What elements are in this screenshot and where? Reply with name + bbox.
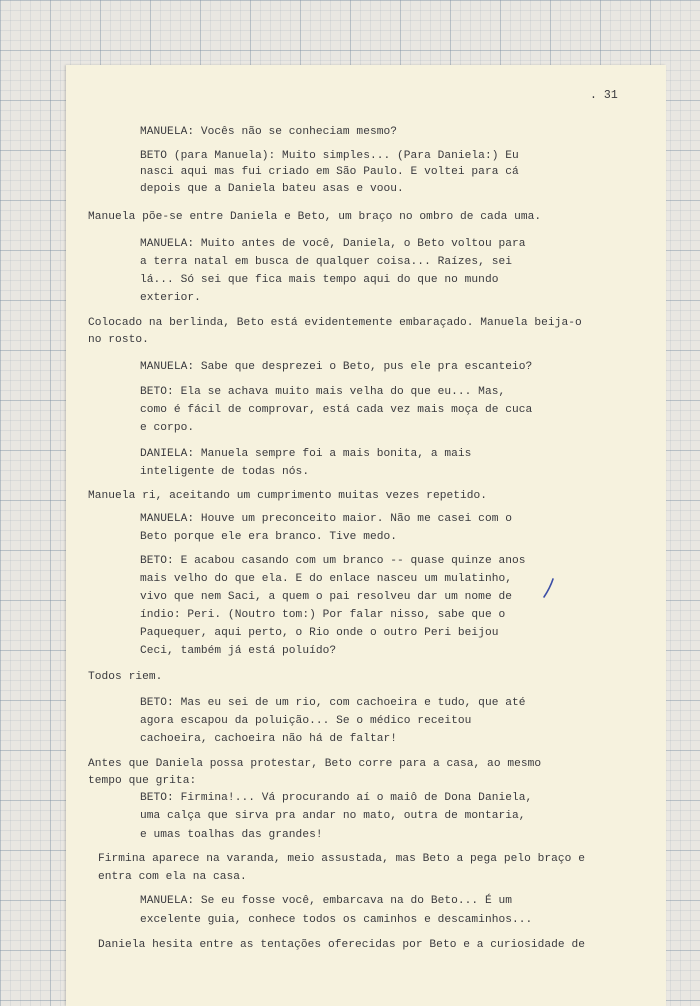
text-line: excelente guia, conhece todos os caminhos e descaminhos... <box>140 914 533 926</box>
text-line: MANUELA: Houve um preconceito maior. Não me casei com o <box>140 513 512 525</box>
text-line: a terra natal em busca de qualquer coisa... Raízes, sei <box>140 256 512 268</box>
stage-direction-line: no rosto. <box>88 334 149 346</box>
text-line: lá... Só sei que fica mais tempo aqui do que no mundo <box>140 274 499 286</box>
stage-direction-line: Daniela hesita entre as tentações oferecidas por Beto e a curiosidade de <box>98 939 585 951</box>
stage-direction-line: entra com ela na casa. <box>98 871 247 883</box>
text-line: Beto porque ele era branco. Tive medo. <box>140 531 398 543</box>
text-line: e corpo. <box>140 422 195 434</box>
text-line: MANUELA: Se eu fosse você, embarcava na do Beto... É um <box>140 895 512 907</box>
text-line: BETO (para Manuela): Muito simples... (Para Daniela:) Eu <box>140 150 519 162</box>
text-line: MANUELA: Muito antes de você, Daniela, o Beto voltou para <box>140 238 526 250</box>
text-line: como é fácil de comprovar, está cada vez mais moça de cuca <box>140 404 533 416</box>
text-line: mais velho do que ela. E do enlace nasceu um mulatinho, <box>140 573 512 585</box>
stage-direction-line: Manuela ri, aceitando um cumprimento muitas vezes repetido. <box>88 490 488 502</box>
text-line: inteligente de todas nós. <box>140 466 310 478</box>
text-line: BETO: Firmina!... Vá procurando aí o maiô de Dona Daniela, <box>140 792 533 804</box>
page-number: . 31 <box>590 89 618 102</box>
text-line: Paquequer, aqui perto, o Rio onde o outro Peri beijou <box>140 627 499 639</box>
text-line: BETO: Ela se achava muito mais velha do que eu... Mas, <box>140 386 506 398</box>
text-line: BETO: Mas eu sei de um rio, com cachoeira e tudo, que até <box>140 697 526 709</box>
text-line: MANUELA: Sabe que desprezei o Beto, pus ele pra escanteio? <box>140 361 533 373</box>
stage-direction-line: Colocado na berlinda, Beto está evidentemente embaraçado. Manuela beija-o <box>88 317 582 329</box>
stage-direction-line: Todos riem. <box>88 671 163 683</box>
text-line: agora escapou da poluição... Se o médico receitou <box>140 715 472 727</box>
stage-direction-line: tempo que grita: <box>88 775 197 787</box>
text-line: cachoeira, cachoeira não há de faltar! <box>140 733 398 745</box>
text-line: MANUELA: Vocês não se conheciam mesmo? <box>140 126 398 138</box>
text-line: nasci aqui mas fui criado em São Paulo. E voltei para cá <box>140 166 519 178</box>
text-line: vivo que nem Saci, a quem o pai resolveu dar um nome de <box>140 591 512 603</box>
stage-direction-line: Antes que Daniela possa protestar, Beto corre para a casa, ao mesmo <box>88 758 542 770</box>
stage-direction-line: Manuela põe-se entre Daniela e Beto, um braço no ombro de cada uma. <box>88 211 542 223</box>
text-line: índio: Peri. (Noutro tom:) Por falar nisso, sabe que o <box>140 609 506 621</box>
text-line: depois que a Daniela bateu asas e voou. <box>140 183 404 195</box>
text-line: BETO: E acabou casando com um branco -- quase quinze anos <box>140 555 526 567</box>
pen-mark-icon <box>542 577 556 599</box>
stage-direction-line: Firmina aparece na varanda, meio assustada, mas Beto a pega pelo braço e <box>98 853 585 865</box>
text-line: e umas toalhas das grandes! <box>140 829 323 841</box>
typewritten-page <box>66 65 666 1006</box>
text-line: exterior. <box>140 292 201 304</box>
text-line: DANIELA: Manuela sempre foi a mais bonita, a mais <box>140 448 472 460</box>
text-line: uma calça que sirva pra andar no mato, outra de montaria, <box>140 810 526 822</box>
text-line: Ceci, também já está poluído? <box>140 645 337 657</box>
